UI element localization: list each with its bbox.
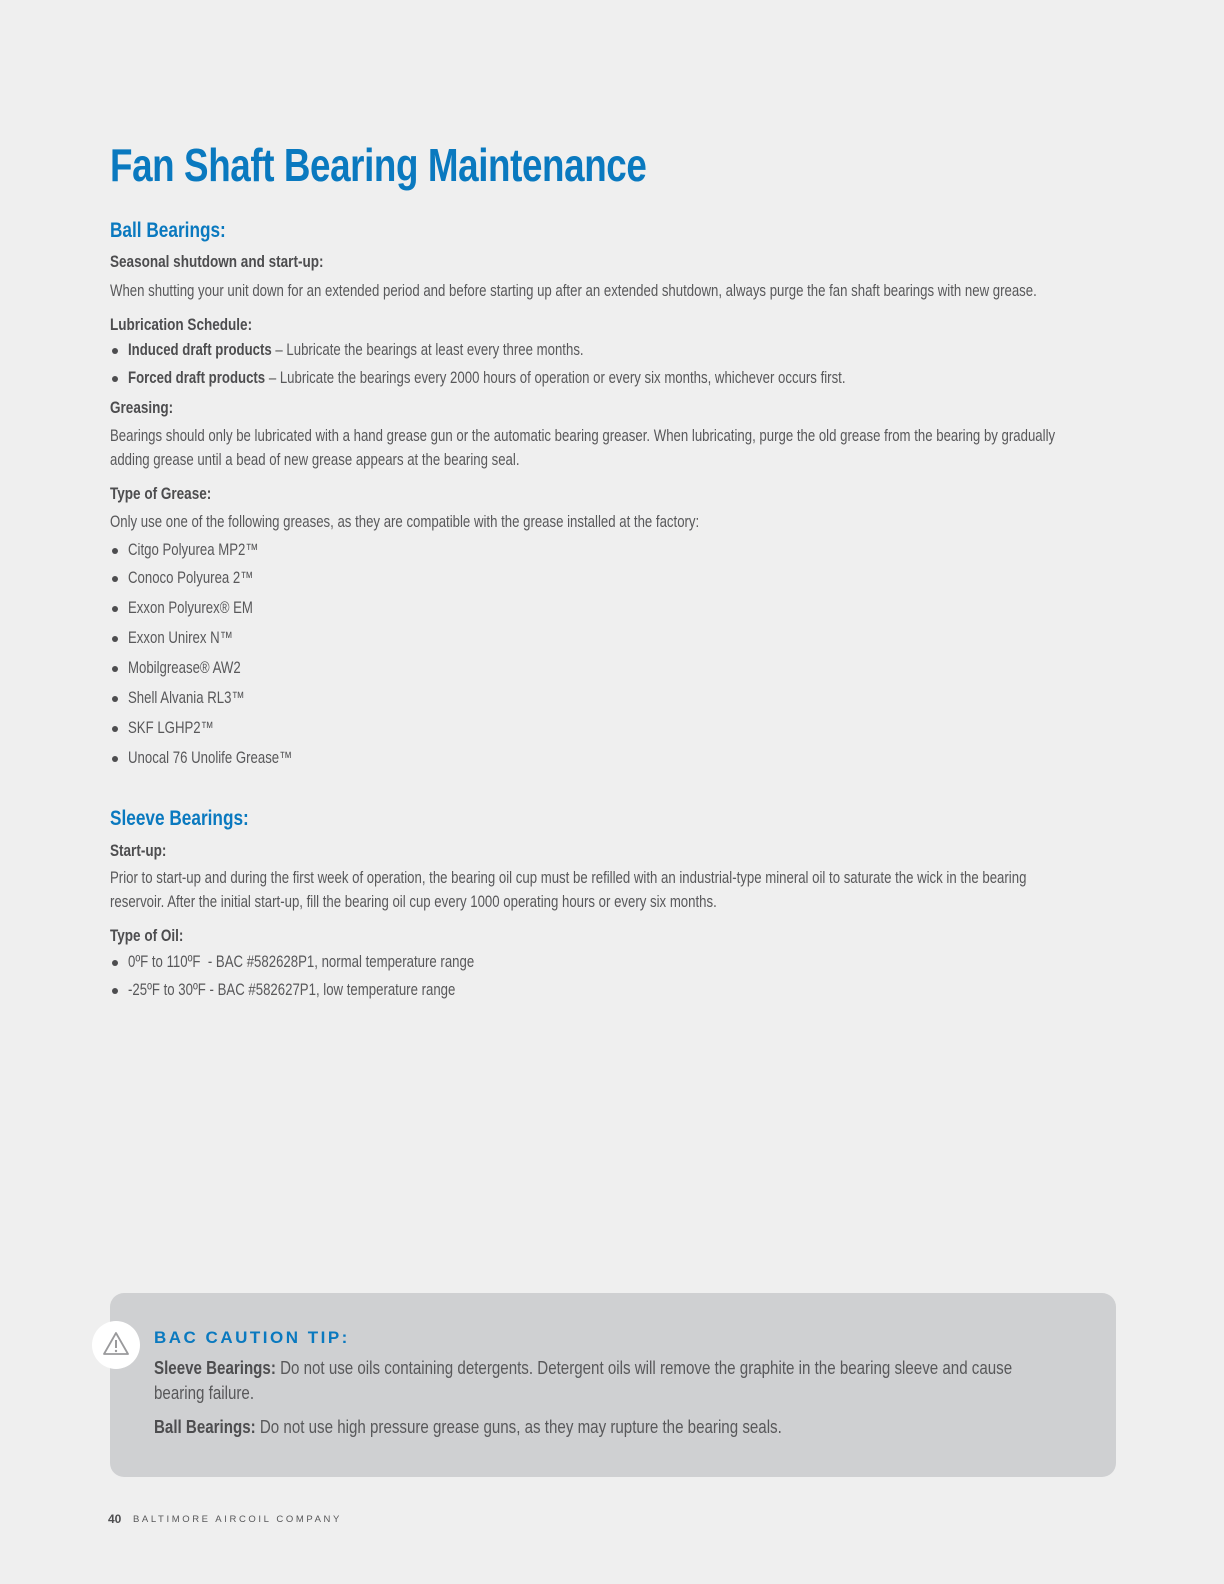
tip-sleeve-text <box>154 1356 1054 1381</box>
greasing-text-line2: adding grease until a bead of new grease appears at the bearing seal. <box>110 451 520 469</box>
startup-text-line2: reservoir. After the initial start-up, fill the bearing oil cup every 1000 operating hours or every six months. <box>110 893 717 911</box>
tip-ball-bold: Ball Bearings: <box>154 1417 256 1437</box>
lubrication-heading: Lubrication Schedule: <box>110 316 253 334</box>
lube-item-bold: Forced draft products <box>128 369 266 387</box>
bullet-icon <box>112 988 118 994</box>
grease-intro: Only use one of the following greases, as they are compatible with the grease installed at the factory: <box>110 513 700 531</box>
bullet-icon <box>112 756 118 762</box>
lube-item-text: – Lubricate the bearings at least every three months. <box>271 341 584 359</box>
tip-sleeve-text-line2: bearing failure. <box>154 1383 255 1403</box>
bullet-icon <box>112 636 118 642</box>
page-number: 40 <box>108 1512 122 1526</box>
sleeve-bearings-heading: Sleeve Bearings: <box>110 807 249 830</box>
tip-ball-line: Do not use high pressure grease guns, as they may rupture the bearing seals. <box>255 1417 782 1437</box>
grease-type-heading: Type of Grease: <box>110 485 212 503</box>
bullet-icon <box>112 548 118 554</box>
tip-sleeve-bold: Sleeve Bearings: <box>154 1358 276 1378</box>
page-title: Fan Shaft Bearing Maintenance <box>110 139 647 191</box>
oil-type-heading: Type of Oil: <box>110 927 184 945</box>
company-name: BALTIMORE AIRCOIL COMPANY <box>133 1514 342 1525</box>
bullet-icon <box>112 666 118 672</box>
tip-ball-text <box>154 1415 1054 1440</box>
startup-text-line1: Prior to start-up and during the first week of operation, the bearing oil cup must be refilled with an industrial-type mineral oil to saturate the wick in the bearing <box>110 869 1027 887</box>
bullet-icon <box>112 606 118 612</box>
bullet-icon <box>112 348 118 354</box>
greasing-heading: Greasing: <box>110 399 174 417</box>
bullet-icon <box>112 376 118 382</box>
startup-heading: Start-up: <box>110 842 167 860</box>
bullet-icon <box>112 726 118 732</box>
warning-triangle-icon <box>92 1321 140 1369</box>
lube-item-bold: Induced draft products <box>128 341 272 359</box>
seasonal-text: When shutting your unit down for an extended period and before starting up after an extended shutdown, always purge the fan shaft bearings with new grease. <box>110 282 1037 300</box>
tip-sleeve-line1: Do not use oils containing detergents. Detergent oils will remove the graphite in the bearing sleeve and cause <box>275 1358 1013 1378</box>
greasing-text-line1: Bearings should only be lubricated with a hand grease gun or the automatic bearing greaser. When lubricating, purge the old grease from the bearing by gradually <box>110 427 1056 445</box>
lube-item-text: – Lubricate the bearings every 2000 hours of operation or every six months, whichever occurs first. <box>265 369 846 387</box>
caution-tip-title: BAC CAUTION TIP: <box>154 1328 350 1347</box>
bullet-icon <box>112 576 118 582</box>
bullet-icon <box>112 960 118 966</box>
bullet-icon <box>112 696 118 702</box>
seasonal-heading: Seasonal shutdown and start-up: <box>110 253 324 271</box>
ball-bearings-heading: Ball Bearings: <box>110 219 226 242</box>
